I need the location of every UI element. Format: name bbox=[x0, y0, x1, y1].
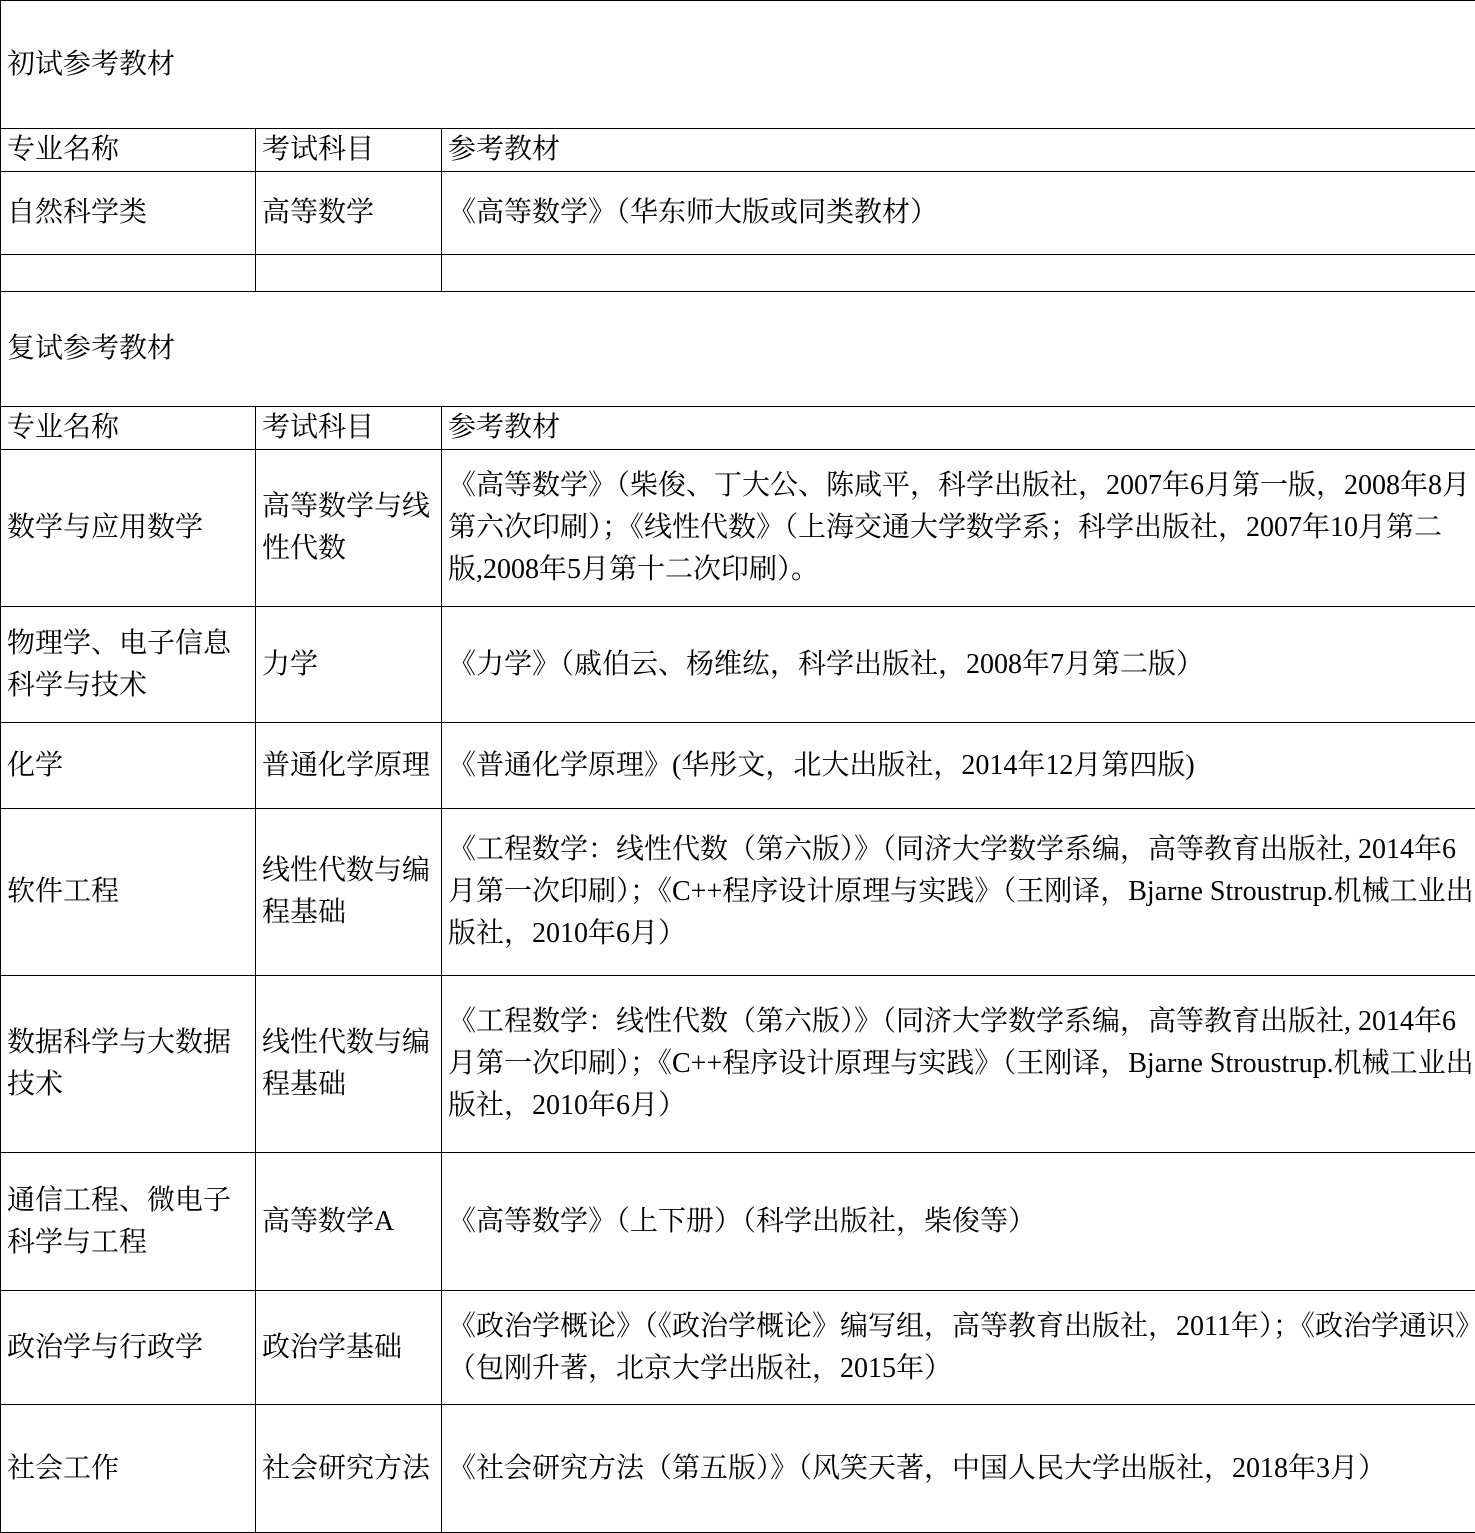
table-row bbox=[1, 1405, 1475, 1533]
subject-cell: 政治学基础 bbox=[256, 1291, 442, 1405]
table-row bbox=[1, 172, 1475, 255]
header-reference: 参考教材 bbox=[442, 407, 1475, 450]
reference-cell: 《普通化学原理》(华彤文，北大出版社，2014年12月第四版) bbox=[442, 723, 1475, 809]
table-row bbox=[1, 1291, 1475, 1405]
major-cell: 社会工作 bbox=[1, 1405, 256, 1533]
subject-cell: 普通化学原理 bbox=[256, 723, 442, 809]
table-row bbox=[1, 809, 1475, 976]
header-subject: 考试科目 bbox=[256, 407, 442, 450]
section-title-row bbox=[1, 292, 1475, 407]
subject-cell: 高等数学A bbox=[256, 1153, 442, 1291]
table-row bbox=[1, 1153, 1475, 1291]
header-major: 专业名称 bbox=[1, 407, 256, 450]
major-cell: 化学 bbox=[1, 723, 256, 809]
table-row bbox=[1, 450, 1475, 607]
header-row bbox=[1, 407, 1475, 450]
reference-cell: 《工程数学：线性代数（第六版）》（同济大学数学系编，高等教育出版社, 2014年6月第一次印刷）；《C++程序设计原理与实践》（王刚译，Bjarne Stroustrup.机械工业出版社，2010年6月） bbox=[442, 976, 1475, 1153]
major-cell: 物理学、电子信息科学与技术 bbox=[1, 607, 256, 723]
retest-section-title: 复试参考教材 bbox=[1, 292, 1475, 407]
header-row bbox=[1, 129, 1475, 172]
reference-cell: 《高等数学》（柴俊、丁大公、陈咸平，科学出版社，2007年6月第一版，2008年8月第六次印刷）；《线性代数》（上海交通大学数学系；科学出版社，2007年10月第二版,2008年5月第十二次印刷）。 bbox=[442, 450, 1475, 607]
major-cell: 软件工程 bbox=[1, 809, 256, 976]
subject-cell: 线性代数与编程基础 bbox=[256, 976, 442, 1153]
reference-cell: 《高等数学》（华东师大版或同类教材） bbox=[442, 172, 1475, 255]
reference-cell: 《力学》（戚伯云、杨维纮，科学出版社，2008年7月第二版） bbox=[442, 607, 1475, 723]
subject-cell: 力学 bbox=[256, 607, 442, 723]
major-cell: 政治学与行政学 bbox=[1, 1291, 256, 1405]
initial-section-title: 初试参考教材 bbox=[1, 1, 1475, 129]
section-title-row bbox=[1, 1, 1475, 129]
table-row bbox=[1, 976, 1475, 1153]
header-major: 专业名称 bbox=[1, 129, 256, 172]
subject-cell: 高等数学 bbox=[256, 172, 442, 255]
major-cell: 数据科学与大数据技术 bbox=[1, 976, 256, 1153]
header-reference: 参考教材 bbox=[442, 129, 1475, 172]
major-cell: 自然科学类 bbox=[1, 172, 256, 255]
reference-cell: 《政治学概论》（《政治学概论》编写组，高等教育出版社，2011年）；《政治学通识》（包刚升著，北京大学出版社，2015年） bbox=[442, 1291, 1475, 1405]
empty-row bbox=[1, 255, 1475, 292]
reference-cell: 《社会研究方法（第五版）》（风笑天著，中国人民大学出版社，2018年3月） bbox=[442, 1405, 1475, 1533]
reference-cell: 《工程数学：线性代数（第六版）》（同济大学数学系编，高等教育出版社, 2014年6月第一次印刷）；《C++程序设计原理与实践》（王刚译，Bjarne Stroustrup.机械工业出版社，2010年6月） bbox=[442, 809, 1475, 976]
reference-cell: 《高等数学》（上下册）（科学出版社，柴俊等） bbox=[442, 1153, 1475, 1291]
subject-cell: 高等数学与线性代数 bbox=[256, 450, 442, 607]
major-cell: 数学与应用数学 bbox=[1, 450, 256, 607]
table-row bbox=[1, 723, 1475, 809]
reference-cell bbox=[442, 255, 1475, 292]
header-subject: 考试科目 bbox=[256, 129, 442, 172]
major-cell bbox=[1, 255, 256, 292]
subject-cell: 线性代数与编程基础 bbox=[256, 809, 442, 976]
subject-cell bbox=[256, 255, 442, 292]
table-row bbox=[1, 607, 1475, 723]
major-cell: 通信工程、微电子科学与工程 bbox=[1, 1153, 256, 1291]
subject-cell: 社会研究方法 bbox=[256, 1405, 442, 1533]
